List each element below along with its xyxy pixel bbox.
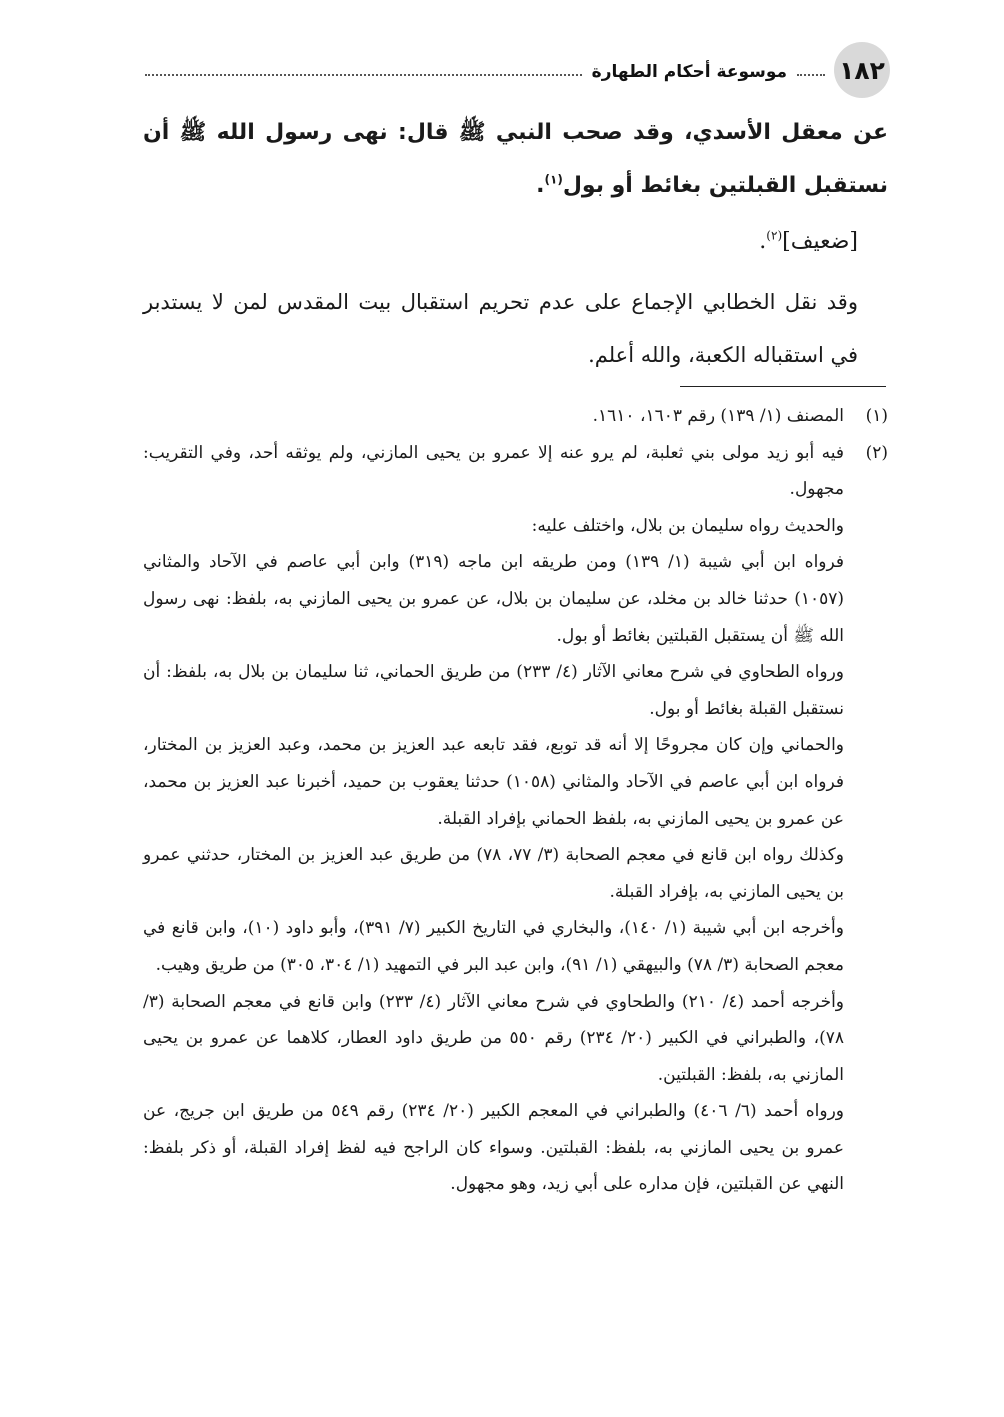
footnote-paragraph: وأخرجه أحمد (٤/ ٢١٠) والطحاوي في شرح معاني الآثار (٤/ ٢٣٣) وابن قانع في معجم الصحابة (٣/ ٧٨)، والطبراني في الكبير (٢٠/ ٢٣٤) رقم ٥٥٠ من طريق داود العطار، كلاهما عن عمرو بن يحيى المازني به، بلفظ: القبلتين. [143, 991, 845, 1085]
hadith-grade: [ضعيف]$^{(٢)}$. [759, 228, 858, 254]
footnote-marker: (٢) [865, 442, 888, 463]
footnote-paragraph: والحديث رواه سليمان بن بلال، واختلف عليه: [531, 515, 844, 536]
footnote-paragraph: وكذلك رواه ابن قانع في معجم الصحابة (٣/ ٧٧، ٧٨) من طريق عبد العزيز بن المختار، حدثني عمرو بن يحيى المازني به، بإفراد القبلة. [143, 845, 844, 902]
ijma-paragraph: وقد نقل الخطابي الإجماع على عدم تحريم استقبال بيت المقدس لمن لا يستدبر في استقباله الكعبة، والله أعلم. [143, 290, 858, 367]
footnote-ref: (٢) [766, 228, 783, 243]
footnote-continuation [143, 508, 888, 1203]
footnote-body [143, 398, 844, 435]
footnote-separator [680, 386, 886, 387]
footnote-paragraph: والحماني وإن كان مجروحًا إلا أنه قد توبع، فقد تابعه عبد العزيز بن محمد، وعبد العزيز بن المختار، فرواه ابن أبي عاصم في الآحاد والمثاني (١٠٥٨) حدثنا يعقوب بن حميد، أخبرنا عبد العزيز بن محمد، عن عمرو بن يحيى المازني به، بلفظ الحماني بإفراد القبلة. [143, 735, 844, 829]
footnote-ref: (١) [544, 172, 563, 187]
footnote-paragraph: ورواه أحمد (٦/ ٤٠٦) والطبراني في المعجم الكبير (٢٠/ ٢٣٤) رقم ٥٤٩ من طريق ابن جريج، عن عمرو بن يحيى المازني به، بلفظ: القبلتين. وسواء كان الراجح فيه لفظ إفراد القبلة، أو ذكر بلفظ: النهي عن القبلتين، فإن مداره على أبي زيد، وهو مجهول. [143, 1101, 845, 1195]
running-header [145, 58, 825, 86]
footnote-body [143, 508, 844, 1203]
footnote-paragraph: فيه أبو زيد مولى بني ثعلبة، لم يرو عنه إلا عمرو بن يحيى المازني، ولم يوثقه أحد، وفي التقريب: مجهول. [143, 442, 844, 500]
header-leader-dots [145, 74, 582, 76]
footnote [143, 398, 888, 435]
book-title: موسوعة أحكام الطهارة [591, 62, 787, 82]
footnote-paragraph: وأخرجه ابن أبي شيبة (١/ ١٤٠)، والبخاري في التاريخ الكبير (٧/ ٣٩١)، وأبو داود (١٠)، وابن قانع في معجم الصحابة (٣/ ٧٨) والبيهقي (١/ ٩١)، وابن عبد البر في التمهيد (١/ ٣٠٤، ٣٠٥) من طريق وهيب. [143, 918, 844, 975]
header-leader-dots [797, 74, 825, 76]
footnote-body [143, 435, 844, 508]
footnote-marker: (١) [865, 406, 888, 426]
footnotes [143, 398, 888, 1203]
footnote-paragraph: المصنف (١/ ١٣٩) رقم ١٦٠٣، ١٦١٠. [592, 406, 844, 426]
main-text [143, 106, 888, 382]
footnote-paragraph: ورواه الطحاوي في شرح معاني الآثار (٤/ ٢٣٣) من طريق الحماني، ثنا سليمان بن بلال به، بلفظ: أن نستقبل القبلة بغائط أو بول. [143, 662, 845, 719]
hadith-text: عن معقل الأسدي، وقد صحب النبي ﷺ قال: نهى رسول الله ﷺ أن نستقبل القبلتين بغائط أو بول$^{(١)}$. [143, 120, 888, 198]
footnote-paragraph: فرواه ابن أبي شيبة (١/ ١٣٩) ومن طريقه ابن ماجه (٣١٩) وابن أبي عاصم في الآحاد والمثاني (١٠٥٧) حدثنا خالد بن مخلد، عن سليمان بن بلال، عن عمرو بن يحيى المازني به، بلفظ: نهى رسول الله ﷺ أن يستقبل القبلتين بغائط أو بول. [143, 552, 845, 646]
footnote [143, 435, 888, 508]
page-number: ١٨٢ [834, 42, 890, 98]
